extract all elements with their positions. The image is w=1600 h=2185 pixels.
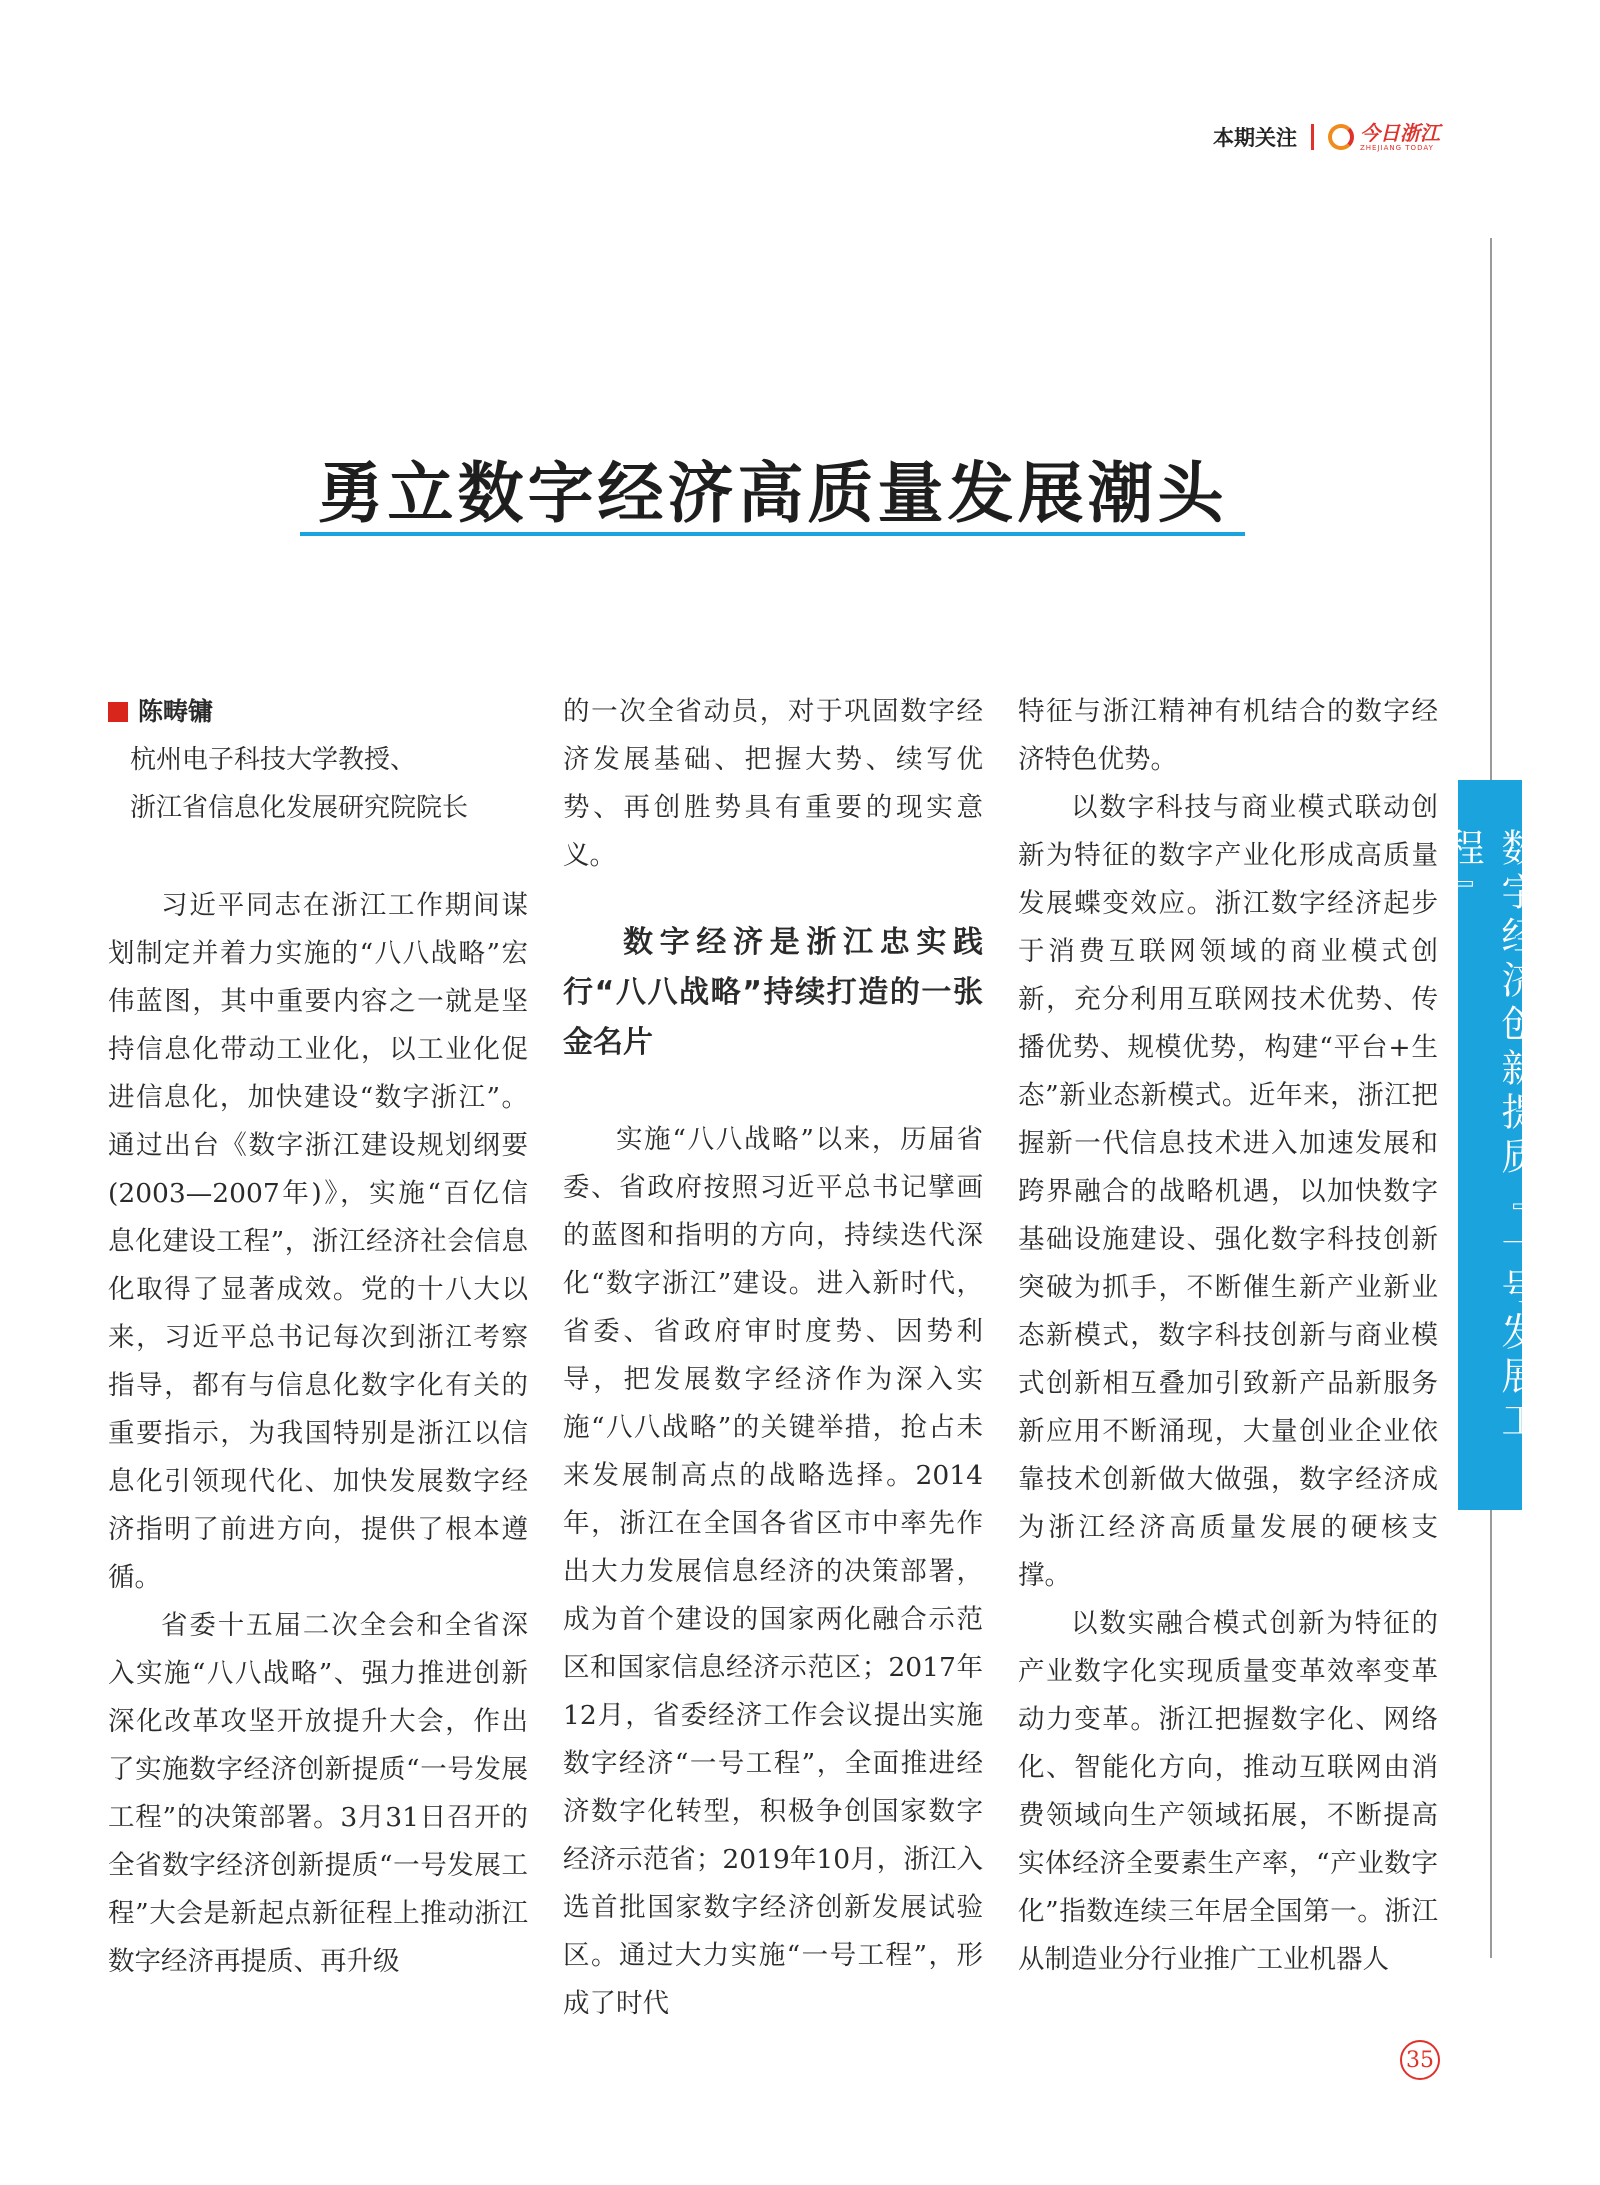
- page-header: [1213, 122, 1440, 152]
- author-affiliation-1: 杭州电子科技大学教授、: [130, 745, 417, 775]
- section-label: 本期关注: [1213, 126, 1297, 150]
- page-number: 35: [1400, 2040, 1440, 2080]
- author-marker-icon: [108, 702, 128, 722]
- side-column-tab: [1440, 780, 1539, 1510]
- body-paragraph: 实施“八八战略”以来，历届省委、省政府按照习近平总书记擘画的蓝图和指明的方向，持续迭代深化“数字浙江”建设。进入新时代，省委、省政府审时度势、因势利导，把发展数字经济作为深入实施“八八战略”的关键举措，抢占未来发展制高点的战略选择。2014年，浙江在全国各省区市中率先作出大力发展信息经济的决策部署，成为首个建设的国家两化融合示范区和国家信息经济示范区；2017年12月，省委经济工作会议提出实施数字经济“一号工程”，全面推进经济数字化转型，积极争创国家数字经济示范省；2019年10月，浙江入选首批国家数字经济创新发展试验区。通过大力实施“一号工程”，形成了时代: [563, 1124, 983, 2019]
- author-line: [108, 688, 528, 736]
- body-paragraph: 省委十五届二次全会和全省深入实施“八八战略”、强力推进创新深化改革攻坚开放提升大会，作出了实施数字经济创新提质“一号发展工程”的决策部署。3月31日召开的全省数字经济创新提质“一号发展工程”大会是新起点新征程上推动浙江数字经济再提质、再升级: [108, 1610, 528, 1977]
- body-paragraph: 习近平同志在浙江工作期间谋划制定并着力实施的“八八战略”宏伟蓝图，其中重要内容之一就是坚持信息化带动工业化，以工业化促进信息化，加快建设“数字浙江”。通过出台《数字浙江建设规划纲要(2003—2007年)》，实施“百亿信息化建设工程”，浙江经济社会信息化取得了显著成效。党的十八大以来，习近平总书记每次到浙江考察指导，都有与信息化数字化有关的重要指示，为我国特别是浙江以信息化引领现代化、加快发展数字经济指明了前进方向，提供了根本遵循。: [108, 890, 528, 1593]
- paragraph-body: 浙江把握数字化、网络化、智能化方向，推动互联网由消费领域向生产领域拓展，不断提高实体经济全要素生产率，“产业数字化”指数连续三年居全国第一。浙江从制造业分行业推广工业机器人: [1018, 1704, 1439, 1975]
- section-subheading: 数字经济是浙江忠实践行“八八战略”持续打造的一张金名片: [563, 925, 983, 1060]
- column-3: [1018, 688, 1438, 1984]
- logo-en-text: ZHEJIANG TODAY: [1360, 143, 1434, 152]
- side-column-title: 数字经济创新提质『一号发展工程』: [1440, 828, 1539, 1444]
- logo-swirl-icon: [1328, 124, 1354, 150]
- body-paragraph-continued: 特征与浙江精神有机结合的数字经济特色优势。: [1018, 696, 1438, 775]
- body-paragraph: [1018, 784, 1438, 1600]
- column-2: [563, 688, 983, 2028]
- body-paragraph-continued: 的一次全省动员，对于巩固数字经济发展基础、把握大势、续写优势、再创胜势具有重要的现实意义。: [563, 696, 983, 871]
- logo-cn-text: 今日浙江: [1360, 120, 1440, 145]
- paragraph-lead: 以数实融合模式创新为特征的产业数字化实现质量变革效率变革动力变革。: [1018, 1608, 1438, 1735]
- column-1: [108, 688, 528, 1986]
- title-underline: [300, 532, 1245, 536]
- paragraph-body: 浙江数字经济起步于消费互联网领域的商业模式创新，充分利用互联网技术优势、传播优势、规模优势，构建“平台+生态”新业态新模式。近年来，浙江把握新一代信息技术进入加速发展和跨界融合的战略机遇，以加快数字基础设施建设、强化数字科技创新突破为抓手，不断催生新产业新业态新模式，数字科技创新与商业模式创新相互叠加引致新产品新服务新应用不断涌现，大量创业企业依靠技术创新做大做强，数字经济成为浙江经济高质量发展的硬核支撑。: [1018, 888, 1438, 1591]
- header-divider: [1311, 124, 1314, 150]
- body-paragraph: [1018, 1600, 1438, 1984]
- author-name: 陈畴镛: [138, 697, 214, 726]
- paragraph-lead: 以数字科技与商业模式联动创新为特征的数字产业化形成高质量发展蝶变效应。: [1018, 792, 1438, 919]
- author-affiliation-2: 浙江省信息化发展研究院院长: [130, 793, 469, 823]
- magazine-logo: [1328, 120, 1440, 152]
- article-title: 勇立数字经济高质量发展潮头: [317, 454, 1228, 532]
